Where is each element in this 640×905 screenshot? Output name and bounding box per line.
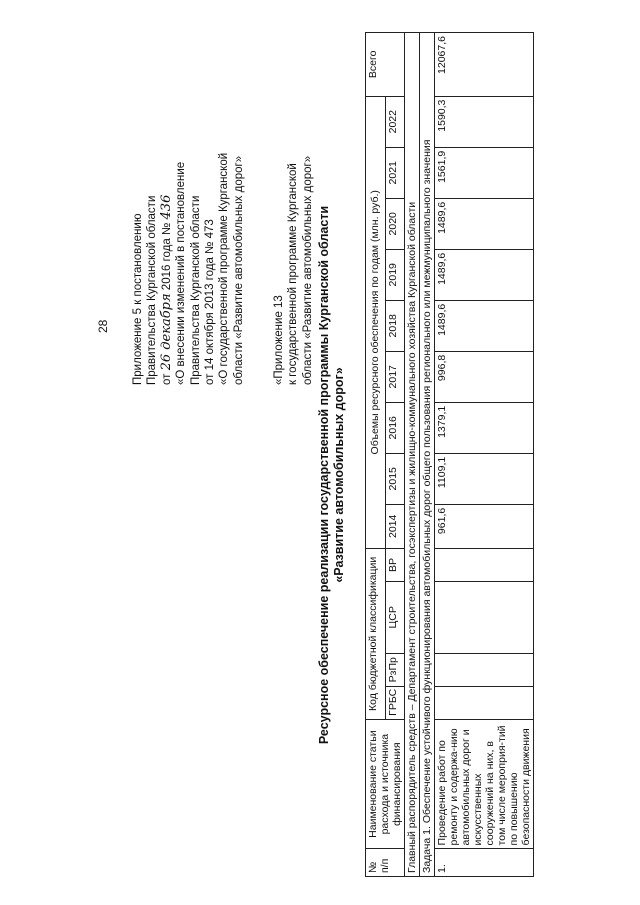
row-value-2021: 1561,9 bbox=[435, 147, 534, 198]
header-volumes: Объемы ресурсного обеспечения по годам (млн. руб.) bbox=[366, 96, 386, 548]
header-vr: ВР bbox=[385, 548, 405, 581]
header-year-2019: 2019 bbox=[385, 249, 405, 300]
appendix-line-7: «О государственной программе Курганской bbox=[218, 152, 231, 385]
header-year-2020: 2020 bbox=[385, 198, 405, 249]
header-year-2018: 2018 bbox=[385, 300, 405, 351]
appendix-date-mid: 2016 года № bbox=[160, 222, 173, 291]
row-grbs bbox=[435, 686, 534, 719]
row-value-2019: 1489,6 bbox=[435, 249, 534, 300]
appendix-line-3 bbox=[160, 55, 174, 385]
header-code: Код бюджетной классификации bbox=[366, 548, 386, 719]
row-value-2022: 1590,3 bbox=[435, 96, 534, 147]
header-year-2016: 2016 bbox=[385, 402, 405, 453]
annex13-header bbox=[272, 55, 315, 385]
document-title-line-1: Ресурсное обеспечение реализации государственной программы Курганской области bbox=[317, 205, 331, 745]
appendix-line-5: Правительства Курганской области bbox=[189, 195, 202, 385]
document-title-line-2: «Развитие автомобильных дорог» bbox=[332, 367, 346, 583]
row-total: 12067,6 bbox=[435, 33, 534, 97]
task-cell: Задача 1. Обеспечение устойчивого функционирования автомобильных дорог общего пользования регионального или межмуниципального значения bbox=[420, 33, 435, 877]
appendix-date-prefix: от bbox=[160, 373, 173, 385]
row-csr bbox=[435, 582, 534, 654]
row-num: 1. bbox=[435, 849, 534, 877]
header-csr: ЦСР bbox=[385, 582, 405, 654]
document-title bbox=[317, 195, 347, 755]
header-row-1 bbox=[366, 33, 386, 877]
appendix-line-4: «О внесении изменений в постановление bbox=[175, 161, 188, 385]
header-name: Наименование статьи расхода и источника финансирования bbox=[366, 719, 405, 849]
header-year-2017: 2017 bbox=[385, 351, 405, 402]
header-num: № п/п bbox=[366, 849, 405, 877]
row-rzpr bbox=[435, 653, 534, 686]
appendix-line-2: Правительства Курганской области bbox=[146, 195, 159, 385]
header-year-2021: 2021 bbox=[385, 147, 405, 198]
row-value-2018: 1489,6 bbox=[435, 300, 534, 351]
annex13-line-3: области «Развитие автомобильных дорог» bbox=[301, 155, 314, 385]
appendix-header bbox=[131, 55, 246, 385]
header-grbs: ГРБС bbox=[385, 686, 405, 719]
manager-row bbox=[405, 33, 420, 877]
row-value-2015: 1109,1 bbox=[435, 453, 534, 504]
handwritten-number: 436 bbox=[158, 194, 174, 220]
annex13-line-1: «Приложение 13 bbox=[273, 295, 285, 385]
appendix-line-1: Приложение 5 к постановлению bbox=[132, 213, 144, 385]
annex13-line-2: к государственной программе Курганской bbox=[287, 163, 300, 385]
handwritten-date: 26 декабря bbox=[158, 293, 174, 371]
table-row bbox=[435, 33, 534, 877]
header-year-2022: 2022 bbox=[385, 96, 405, 147]
row-value-2016: 1379,1 bbox=[435, 402, 534, 453]
row-name: Проведение работ по ремонту и содержа-нию автомобильных дорог и искусственных сооружений на них, в том числе мероприя-тий по повышению безопасности движения bbox=[435, 719, 534, 849]
row-vr bbox=[435, 548, 534, 581]
appendix-line-8: области «Развитие автомобильных дорог» bbox=[232, 155, 245, 385]
row-value-2017: 996,8 bbox=[435, 351, 534, 402]
manager-cell: Главный распорядитель средств – Департамент строительства, госэкспертизы и жилищно-коммунального хозяйства Курганской области bbox=[405, 33, 420, 877]
task-row bbox=[420, 33, 435, 877]
resource-table bbox=[365, 32, 534, 877]
header-year-2014: 2014 bbox=[385, 504, 405, 548]
row-value-2020: 1489,6 bbox=[435, 198, 534, 249]
header-rzpr: РзПр bbox=[385, 653, 405, 686]
row-value-2014: 961,6 bbox=[435, 504, 534, 548]
header-year-2015: 2015 bbox=[385, 453, 405, 504]
appendix-line-6: от 14 октября 2013 года № 473 bbox=[204, 219, 217, 385]
header-total: Всего bbox=[366, 33, 405, 97]
page-number: 28 bbox=[96, 319, 110, 333]
